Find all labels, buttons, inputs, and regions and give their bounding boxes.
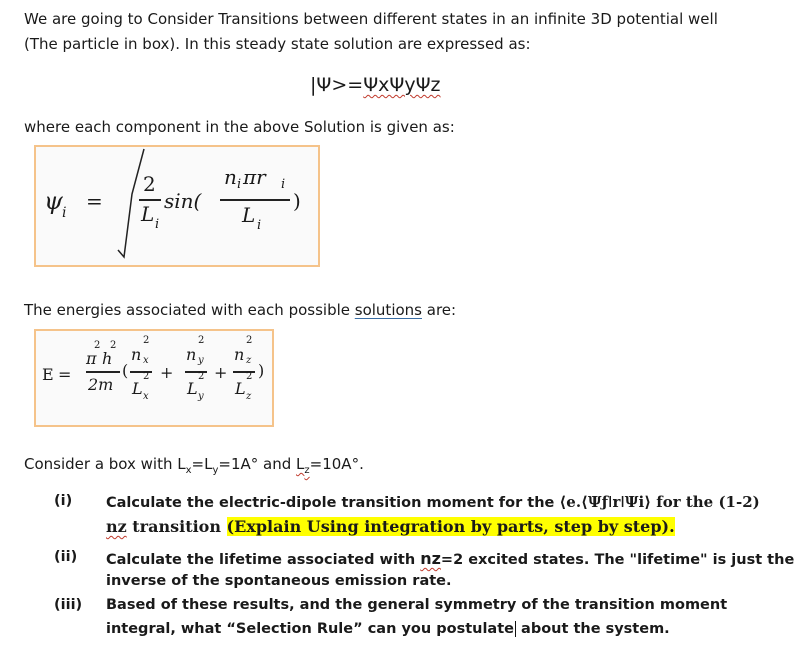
frac-den-sub: i [155, 217, 160, 232]
question-3-line-2 [106, 621, 670, 637]
question-1-highlight: (Explain Using integration by parts, step by step). [226, 517, 675, 536]
ny: n [186, 345, 197, 364]
energy-close-paren: ) [258, 361, 265, 380]
question-2-number: (ii) [54, 549, 78, 565]
Ly-sq: 2 [198, 371, 205, 382]
arg-num-n-sub: i [237, 177, 242, 192]
question-1-math: ⟨e.⟨ΨƒǀrǀΨi⟩ for the (1-2) [559, 493, 760, 511]
two-m: 2m [88, 375, 114, 394]
frac-den-L: L [141, 202, 155, 226]
close-paren: ) [293, 189, 301, 213]
intro-line-1: We are going to Consider Transitions between different states in an infinite 3D potential well [24, 10, 718, 28]
question-1-transition: transition [126, 517, 227, 536]
question-3-number: (iii) [54, 597, 83, 613]
frac-bar-1 [139, 199, 161, 201]
question-2-text-a: Calculate the lifetime associated with [106, 552, 421, 568]
h-bar: h [102, 349, 113, 368]
question-2-line-2: inverse of the spontaneous emission rate. [106, 573, 452, 589]
box-mid1: =L [191, 455, 213, 473]
frac-num-2: 2 [143, 172, 156, 196]
box-dimensions [24, 455, 364, 476]
arg-num-pi-r: πr [243, 165, 266, 189]
pi-symbol: π [86, 349, 97, 368]
plus-1: + [160, 363, 174, 382]
Lz-sq: 2 [246, 371, 253, 382]
arg-num-r-sub: i [281, 177, 286, 192]
box-Lz: L [296, 455, 305, 473]
h-sq: 2 [110, 340, 117, 351]
box-mid2: =1A° and [218, 455, 297, 473]
ny-sq: 2 [198, 335, 205, 346]
question-1-text: Calculate the electric-dipole transition moment for the [106, 495, 560, 511]
arg-den-L: L [242, 203, 256, 227]
Ly: L [187, 379, 198, 398]
Lz-sub: z [246, 391, 252, 402]
psi-lhs: ψ [44, 187, 63, 215]
nx: n [131, 345, 142, 364]
energy-text [24, 301, 456, 319]
box-suffix: =10A°. [309, 455, 364, 473]
question-1-line-2 [106, 517, 675, 536]
state-equation [310, 74, 441, 96]
box-prefix: Consider a box with L [24, 455, 186, 473]
sin-label: sin( [164, 189, 202, 213]
energy-text-before: The energies associated with each possible [24, 301, 355, 319]
nx-sub: x [143, 355, 149, 366]
question-2-nz: nz [420, 549, 441, 568]
plus-2: + [214, 363, 228, 382]
state-lhs: |Ψ>= [310, 74, 364, 96]
question-3-text-a: integral, what “Selection Rule” can you postulate [106, 621, 514, 637]
component-text: where each component in the above Solution is given as: [24, 118, 455, 136]
question-1-number: (i) [54, 493, 73, 509]
arg-den-sub: i [257, 218, 262, 233]
energy-text-after: are: [421, 301, 457, 319]
Lx: L [132, 379, 143, 398]
ny-sub: y [198, 355, 204, 366]
energy-open-paren: ( [122, 361, 129, 380]
arg-num-n: n [224, 165, 237, 189]
question-3-text-b: about the system. [515, 621, 670, 637]
energy-equals: = [58, 365, 72, 384]
question-1-nz: nz [106, 517, 127, 536]
question-2-line-1 [106, 549, 794, 568]
energy-formula-box [34, 329, 274, 427]
Lx-sq: 2 [143, 371, 150, 382]
energy-text-underlined: solutions [354, 301, 422, 319]
wavefunction-formula-box [34, 145, 320, 267]
nz: n [234, 345, 245, 364]
pi-sq: 2 [94, 340, 101, 351]
frac-bar-2 [220, 199, 290, 201]
box-y-sub: y [212, 465, 219, 476]
Lz: L [235, 379, 246, 398]
box-x-sub: x [185, 465, 192, 476]
intro-line-2: (The particle in box). In this steady state solution are expressed as: [24, 35, 531, 53]
energy-E: E [42, 365, 54, 384]
question-3-line-1: Based of these results, and the general symmetry of the transition moment [106, 597, 728, 613]
psi-lhs-sub: i [62, 205, 67, 221]
Lx-sub: x [143, 391, 149, 402]
nz-sq: 2 [246, 335, 253, 346]
state-factors: ΨxΨyΨz [363, 74, 441, 96]
nz-sub: z [246, 355, 252, 366]
equals-sign: = [86, 189, 103, 213]
nx-sq: 2 [143, 335, 150, 346]
prefactor-bar [86, 371, 120, 373]
question-2-text-b: =2 excited states. The "lifetime" is just the [440, 552, 794, 568]
Ly-sub: y [198, 391, 204, 402]
question-1-line-1 [106, 493, 760, 511]
box-z-sub: z [304, 465, 310, 476]
